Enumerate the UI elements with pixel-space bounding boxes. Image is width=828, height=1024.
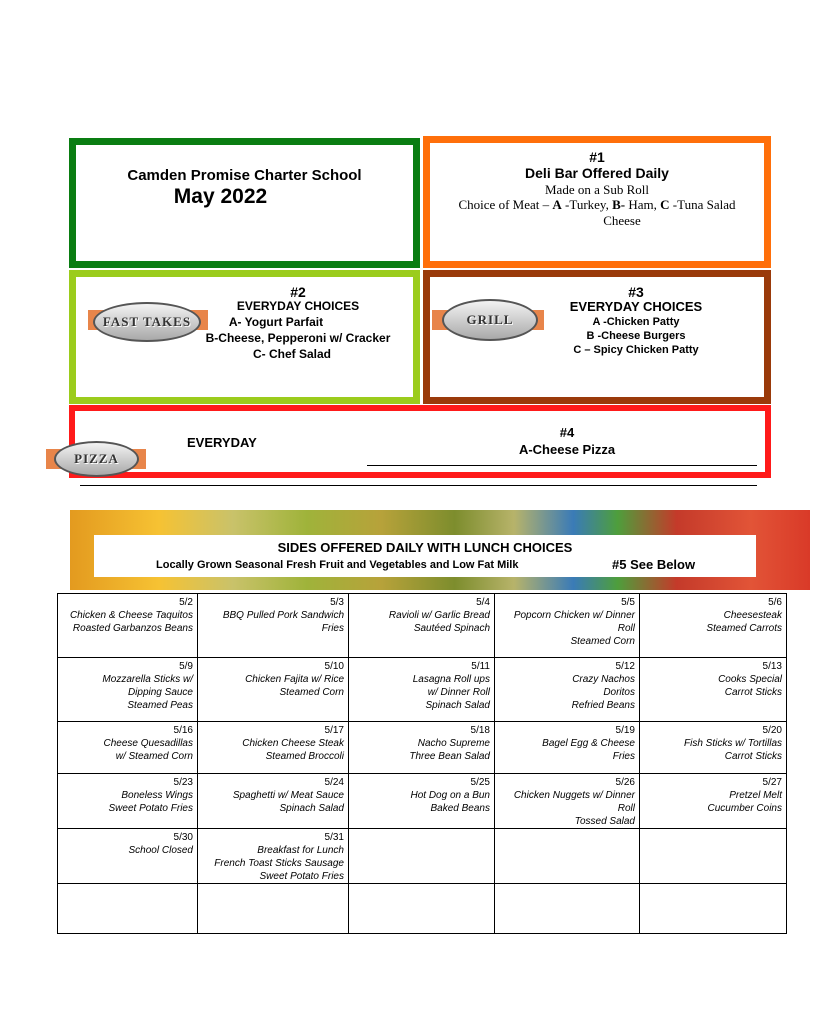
deli-line-3: Cheese	[603, 213, 641, 228]
day-menu-item: Ravioli w/ Garlic Bread	[388, 610, 490, 621]
deli-option-c: C	[660, 197, 670, 212]
day-menu-item: Spinach Salad	[279, 803, 344, 814]
day-menu-item: School Closed	[128, 845, 193, 856]
calendar-day-cell	[640, 774, 787, 829]
calendar-day-cell	[495, 829, 640, 884]
day-menu-item: BBQ Pulled Pork Sandwich	[222, 610, 344, 621]
fast-takes-logo-text: FAST TAKES	[102, 314, 192, 329]
fast-takes-option-b: B-Cheese, Pepperoni w/ Cracker	[205, 331, 391, 345]
deli-line-1: Made on a Sub Roll	[545, 182, 649, 197]
deli-option-b-text: Ham,	[625, 197, 661, 212]
day-menu-item: Chicken Fajita w/ Rice	[245, 674, 344, 685]
calendar-day-cell	[198, 658, 349, 722]
calendar-day-cell	[495, 774, 640, 829]
day-menu-item: Steamed Broccoli	[265, 751, 344, 762]
calendar-week-row	[58, 774, 787, 829]
deli-option-a: A	[552, 197, 562, 212]
day-menu-item: Roasted Garbanzos Beans	[72, 623, 193, 634]
day-menu-item: Cucumber Coins	[707, 803, 782, 814]
day-menu-item: Doritos	[603, 687, 635, 698]
sides-see-below: #5 See Below	[612, 557, 696, 572]
day-menu-item: Hot Dog on a Bun	[410, 790, 490, 801]
calendar-week-row	[58, 829, 787, 884]
day-menu-item: Tossed Salad	[574, 816, 635, 827]
deli-option-c-text: -Tuna Salad	[669, 197, 736, 212]
calendar-day-cell	[198, 722, 349, 774]
day-menu-item: Steamed Peas	[127, 700, 193, 711]
day-menu-item: Nacho Supreme	[417, 738, 490, 749]
grill-logo	[442, 299, 538, 341]
pizza-underline	[367, 465, 757, 466]
day-menu-item: Pretzel Melt	[729, 790, 782, 801]
fast-takes-number: #2	[290, 284, 306, 300]
day-date: 5/27	[762, 777, 782, 788]
fast-takes-option-a: A- Yogurt Parfait	[228, 315, 324, 329]
calendar-day-cell	[495, 658, 640, 722]
day-date: 5/13	[762, 661, 782, 672]
calendar-day-cell	[58, 884, 198, 934]
day-date: 5/24	[324, 777, 344, 788]
day-menu-item: Three Bean Salad	[409, 751, 490, 762]
day-menu-item: Carrot Sticks	[724, 751, 782, 762]
day-menu-item: Roll	[617, 803, 635, 814]
calendar-day-cell	[58, 722, 198, 774]
day-menu-item: Chicken Cheese Steak	[242, 738, 344, 749]
calendar-day-cell	[640, 829, 787, 884]
day-menu-item: Sautéed Spinach	[413, 623, 490, 634]
day-menu-item: Lasagna Roll ups	[412, 674, 490, 685]
calendar-day-cell	[58, 658, 198, 722]
sides-title: SIDES OFFERED DAILY WITH LUNCH CHOICES	[277, 540, 573, 555]
grill-option-a: A -Chicken Patty	[592, 316, 680, 328]
calendar-week-row	[58, 594, 787, 658]
day-date: 5/5	[621, 597, 635, 608]
fast-takes-box	[69, 270, 420, 404]
day-date: 5/2	[179, 597, 193, 608]
day-date: 5/25	[470, 777, 490, 788]
deli-meat-prefix: Choice of Meat –	[458, 197, 553, 212]
day-menu-item: Refried Beans	[571, 700, 635, 711]
calendar-day-cell	[640, 884, 787, 934]
day-date: 5/10	[324, 661, 344, 672]
calendar-day-cell	[198, 774, 349, 829]
section-divider	[80, 485, 757, 486]
day-date: 5/23	[173, 777, 193, 788]
day-menu-item: Bagel Egg & Cheese	[542, 738, 635, 749]
day-menu-item: Cheese Quesadillas	[103, 738, 193, 749]
calendar-day-cell	[58, 829, 198, 884]
pizza-logo	[54, 441, 139, 477]
calendar-day-cell	[640, 658, 787, 722]
day-menu-item: Sweet Potato Fries	[108, 803, 193, 814]
calendar-day-cell	[198, 594, 349, 658]
day-menu-item: Cooks Special	[718, 674, 782, 685]
grill-option-b: B -Cheese Burgers	[586, 330, 686, 342]
calendar-day-cell	[58, 774, 198, 829]
calendar-day-cell	[349, 722, 495, 774]
deli-title: Deli Bar Offered Daily	[525, 165, 669, 181]
day-date: 5/16	[173, 725, 193, 736]
calendar-week-row	[58, 658, 787, 722]
fast-takes-title: EVERYDAY CHOICES	[236, 299, 360, 313]
calendar-day-cell	[349, 829, 495, 884]
school-title-box	[69, 138, 420, 268]
calendar-week-row	[58, 722, 787, 774]
day-date: 5/9	[179, 661, 193, 672]
calendar-day-cell	[495, 594, 640, 658]
calendar-day-cell	[58, 594, 198, 658]
pizza-item: A-Cheese Pizza	[518, 442, 616, 457]
day-menu-item: Boneless Wings	[121, 790, 193, 801]
day-menu-item: Baked Beans	[430, 803, 490, 814]
day-menu-item: w/ Dinner Roll	[427, 687, 490, 698]
sides-subtitle: Locally Grown Seasonal Fresh Fruit and Vegetables and Low Fat Milk	[156, 559, 519, 571]
day-date: 5/3	[330, 597, 344, 608]
day-menu-item: Steamed Carrots	[706, 623, 782, 634]
deli-option-a-text: -Turkey,	[561, 197, 613, 212]
day-menu-item: Fish Sticks w/ Tortillas	[684, 738, 782, 749]
deli-bar-box	[423, 136, 771, 268]
day-menu-item: Steamed Corn	[570, 636, 635, 647]
calendar-week-row	[58, 884, 787, 934]
deli-meat-choices	[430, 197, 764, 213]
day-date: 5/20	[762, 725, 782, 736]
pizza-logo-text: PIZZA	[74, 451, 119, 466]
calendar-day-cell	[349, 884, 495, 934]
sides-panel	[94, 535, 756, 577]
grill-box	[423, 270, 771, 404]
day-menu-item: Fries	[612, 751, 635, 762]
day-menu-item: Cheesesteak	[723, 610, 782, 621]
calendar-day-cell	[495, 722, 640, 774]
day-date: 5/30	[173, 832, 193, 843]
school-name: Camden Promise Charter School	[127, 167, 362, 184]
pizza-box	[69, 405, 771, 478]
day-menu-item: Carrot Sticks	[724, 687, 782, 698]
day-menu-item: Chicken Nuggets w/ Dinner	[513, 790, 635, 801]
calendar-day-cell	[349, 594, 495, 658]
calendar-day-cell	[198, 884, 349, 934]
day-menu-item: Mozzarella Sticks w/	[102, 674, 193, 685]
day-menu-item: Popcorn Chicken w/ Dinner	[513, 610, 635, 621]
grill-title: EVERYDAY CHOICES	[569, 299, 703, 314]
grill-number: #3	[628, 284, 644, 300]
grill-option-c: C – Spicy Chicken Patty	[573, 344, 699, 356]
day-menu-item: Crazy Nachos	[572, 674, 635, 685]
pizza-everyday: EVERYDAY	[187, 435, 257, 450]
calendar-day-cell	[495, 884, 640, 934]
calendar-day-cell	[640, 594, 787, 658]
day-menu-item: Roll	[617, 623, 635, 634]
day-menu-item: Sweet Potato Fries	[259, 871, 344, 882]
day-menu-item: w/ Steamed Corn	[115, 751, 193, 762]
day-menu-item: Spaghetti w/ Meat Sauce	[232, 790, 344, 801]
day-menu-item: Breakfast for Lunch	[257, 845, 344, 856]
day-menu-item: French Toast Sticks Sausage	[214, 858, 344, 869]
pizza-number: #4	[559, 425, 575, 440]
day-date: 5/18	[470, 725, 490, 736]
day-menu-item: Steamed Corn	[279, 687, 344, 698]
day-date: 5/19	[615, 725, 635, 736]
day-menu-item: Dipping Sauce	[127, 687, 193, 698]
calendar-day-cell	[349, 774, 495, 829]
day-date: 5/11	[471, 661, 490, 672]
calendar-day-cell	[198, 829, 349, 884]
day-date: 5/4	[476, 597, 490, 608]
day-menu-item: Spinach Salad	[425, 700, 490, 711]
deli-option-b: B-	[612, 197, 626, 212]
day-date: 5/17	[324, 725, 344, 736]
menu-month: May 2022	[173, 185, 268, 208]
day-date: 5/26	[615, 777, 635, 788]
day-menu-item: Chicken & Cheese Taquitos	[69, 610, 193, 621]
deli-number: #1	[589, 149, 605, 165]
fast-takes-option-c: C- Chef Salad	[252, 347, 331, 361]
calendar-day-cell	[640, 722, 787, 774]
calendar-day-cell	[349, 658, 495, 722]
day-date: 5/31	[324, 832, 344, 843]
lunch-calendar	[57, 593, 787, 934]
day-date: 5/12	[615, 661, 635, 672]
grill-logo-text: GRILL	[466, 312, 514, 327]
day-date: 5/6	[768, 597, 782, 608]
day-menu-item: Fries	[321, 623, 344, 634]
